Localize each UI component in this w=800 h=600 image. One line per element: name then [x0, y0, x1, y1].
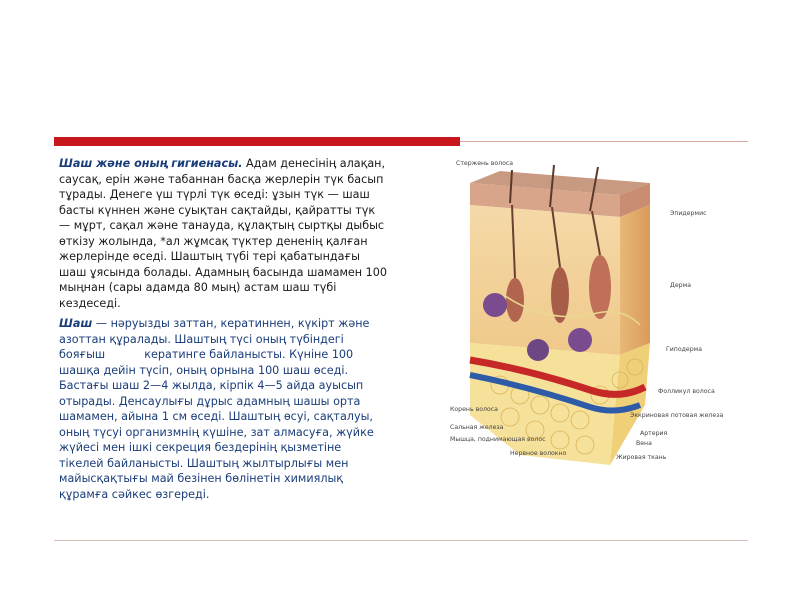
label-epidermis: Эпидермис: [670, 210, 707, 217]
label-hypodermis: Гиподерма: [666, 346, 703, 353]
sweat-gland: [568, 328, 592, 352]
label-follicle: Фолликул волоса: [658, 388, 715, 395]
skin-diagram: [440, 155, 740, 485]
dermis-side: [620, 205, 650, 355]
label-nerve: Нервное волокно: [510, 450, 567, 457]
paragraph-body: Адам денесінің алақан, саусақ, ерін және табаннан басқа жерлерін түк басып тұрады. Денеге үш түрлі түк өседі: ұзын түк — шаш басты күннен және суықтан сақтайды, қайратты түк — мұрт, сақал және танауда, құлақтың сыртқы дыбыс өткізу жолында, *ал жұмсақ түктер дененің қалған жерлерінде өседі. Шаштың түбі тері қабатындағы шаш ұясында болады. Адамның басында шамамен 100 мыңнан (сары адамда 80 мың) астам шаш түбі кездеседі.: [59, 157, 388, 310]
label-dermis: Дерма: [670, 282, 692, 289]
hair-follicle: [506, 278, 524, 322]
text-column: [59, 156, 389, 507]
label-fat-tissue: Жировая ткань: [616, 454, 667, 461]
sweat-gland: [527, 339, 549, 361]
label-sebaceous: Сальная железа: [450, 424, 504, 431]
paragraph-hair-hygiene: [59, 156, 389, 311]
paragraph-lead: Шаш: [59, 317, 93, 330]
label-muscle: Мышца, поднимающая волос: [450, 436, 546, 443]
label-root: Корень волоса: [450, 406, 498, 413]
label-hair-shaft: Стержень волоса: [456, 160, 514, 167]
label-vein: Вена: [636, 440, 652, 447]
hair-follicle: [551, 267, 569, 323]
footer-rule: [54, 540, 748, 541]
title-accent-bar: [54, 137, 460, 146]
paragraph-hair-composition: [59, 316, 389, 502]
paragraph-body: — нәруызды заттан, кератиннен, күкірт және азоттан құралады. Шаштың түсі оның түбіндегі бояғыш кератинге байланысты. Күніне 100 шашқа дейін түсіп, оның орнына 100 шаш өседі. Бастағы шаш 2—4 жылда, кірпік 4—5 айда ауысып отырады. Денсаулығы дұрыс адамның шашы орта шамамен, айына 1 см өседі. Шаштың өсуі, сақталуы, оның түсуі организмнің күшіне, зат алмасуға, жүйке жүйесі мен ішкі секреция бездерінің қызметіне тікелей байланысты. Шаштың жылтырлығы мен майысқақтығы май безінен бөлінетін химиялық құрамға сәйкес өзгереді.: [59, 317, 378, 501]
label-artery: Артерия: [640, 430, 668, 437]
skin-cross-section-figure: [440, 155, 740, 485]
title-rule: [460, 141, 748, 142]
paragraph-lead: Шаш және оның гигиенасы.: [59, 157, 243, 170]
hair-follicle: [589, 255, 611, 319]
sweat-gland: [483, 293, 507, 317]
label-sweat-gland: Эккриновая потовая железа: [630, 412, 724, 419]
